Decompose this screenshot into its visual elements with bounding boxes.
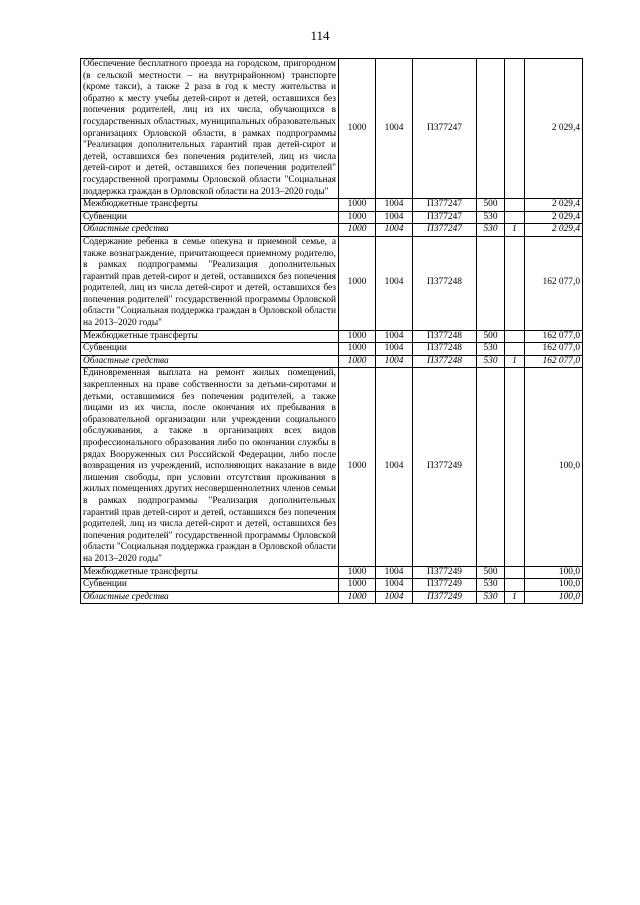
row-description: Единовременная выплата на ремонт жилых помещений, закрепленных на праве собственности за детьми-сиротами и детьми, оставшимися без попечения родителей, а также лицами из их числа, после окончания их пребывания в образовательной организации или учреждении социального обслуживания, а также в организациях всех видов профессионального образования либо по окончании службы в рядах Вооруженных сил Российской Федерации, либо после возвращения из учреждений, исполняющих наказание в виде лишения свободы, при условии отсутствия проживания в жилых помещениях других несовершеннолетних членов семьи в рамках подпрограммы "Реализация дополнительных гарантий прав детей-сирот и детей, оставшихся без попечения родителей, лиц из числа детей-сирот и детей, оставшихся без попечения родителей" государственной программы Орловской области "Социальная поддержка граждан в Орловской области на 2013–2020 годы"	[81, 368, 339, 566]
row-subsection: 1004	[376, 579, 413, 592]
row-description: Содержание ребенка в семье опекуна и приемной семье, а также вознаграждение, причитающееся приемному родителю, в рамках подпрограммы "Реализация дополнительных гарантий прав детей-сирот и детей, оставшихся без попечения родителей, лиц из числа детей-сирот и детей, оставшихся без попечения родителей" государственной программы Орловской области "Социальная поддержка граждан в Орловской области на 2013–2020 годы"	[81, 236, 339, 330]
table-row	[81, 59, 583, 199]
row-expense-type: 500	[477, 199, 505, 212]
table-row	[81, 566, 583, 579]
row-subsection: 1004	[376, 224, 413, 237]
row-amount: 100,0	[525, 368, 583, 566]
row-section: 1000	[339, 211, 376, 224]
row-description: Субвенции	[81, 579, 339, 592]
row-expense-type: 530	[477, 224, 505, 237]
row-description: Межбюджетные трансферты	[81, 199, 339, 212]
row-target: П377249	[413, 566, 477, 579]
row-subsection: 1004	[376, 211, 413, 224]
table-row	[81, 355, 583, 368]
row-section: 1000	[339, 330, 376, 343]
row-description: Межбюджетные трансферты	[81, 330, 339, 343]
row-description: Субвенции	[81, 343, 339, 356]
row-amount: 162 077,0	[525, 355, 583, 368]
row-amount: 2 029,4	[525, 211, 583, 224]
row-subsection: 1004	[376, 368, 413, 566]
row-target: П377248	[413, 343, 477, 356]
row-amount: 2 029,4	[525, 59, 583, 199]
row-kosgu: 1	[505, 224, 525, 237]
row-target: П377248	[413, 236, 477, 330]
row-section: 1000	[339, 236, 376, 330]
row-expense-type: 530	[477, 343, 505, 356]
row-section: 1000	[339, 579, 376, 592]
row-target: П377247	[413, 224, 477, 237]
row-expense-type: 530	[477, 355, 505, 368]
row-expense-type	[477, 59, 505, 199]
row-description: Областные средства	[81, 355, 339, 368]
row-target: П377249	[413, 579, 477, 592]
row-expense-type: 530	[477, 211, 505, 224]
row-amount: 162 077,0	[525, 236, 583, 330]
row-subsection: 1004	[376, 343, 413, 356]
row-target: П377247	[413, 211, 477, 224]
row-kosgu	[505, 368, 525, 566]
row-target: П377247	[413, 59, 477, 199]
row-amount: 100,0	[525, 579, 583, 592]
row-subsection: 1004	[376, 566, 413, 579]
row-kosgu	[505, 330, 525, 343]
row-subsection: 1004	[376, 591, 413, 604]
table-row	[81, 591, 583, 604]
row-section: 1000	[339, 343, 376, 356]
row-subsection: 1004	[376, 330, 413, 343]
table-row	[81, 343, 583, 356]
row-section: 1000	[339, 368, 376, 566]
row-expense-type	[477, 236, 505, 330]
table-row	[81, 368, 583, 566]
row-section: 1000	[339, 566, 376, 579]
row-kosgu	[505, 211, 525, 224]
table-row	[81, 579, 583, 592]
row-expense-type: 500	[477, 330, 505, 343]
row-subsection: 1004	[376, 199, 413, 212]
row-expense-type: 530	[477, 579, 505, 592]
budget-table	[80, 58, 583, 604]
row-section: 1000	[339, 224, 376, 237]
row-description: Областные средства	[81, 224, 339, 237]
row-expense-type	[477, 368, 505, 566]
row-subsection: 1004	[376, 355, 413, 368]
row-description: Межбюджетные трансферты	[81, 566, 339, 579]
row-amount: 2 029,4	[525, 199, 583, 212]
row-kosgu	[505, 59, 525, 199]
row-kosgu	[505, 343, 525, 356]
row-section: 1000	[339, 355, 376, 368]
row-target: П377247	[413, 199, 477, 212]
row-description: Обеспечение бесплатного проезда на городском, пригородном (в сельской местности – на внутрирайонном) транспорте (кроме такси), а также 2 раза в год к месту жительства и обратно к месту учебы детей-сирот и детей, оставшихся без попечения родителей, лиц из их числа, обучающихся в государственных областных, муниципальных образовательных организациях Орловской области, в рамках подпрограммы "Реализация дополнительных гарантий прав детей-сирот и детей, оставшихся без попечения родителей, лиц из числа детей-сирот и детей, оставшихся без попечения родителей" государственной программы Орловской области "Социальная поддержка граждан в Орловской области на 2013–2020 годы"	[81, 59, 339, 199]
row-target: П377248	[413, 330, 477, 343]
row-target: П377248	[413, 355, 477, 368]
row-expense-type: 530	[477, 591, 505, 604]
row-subsection: 1004	[376, 59, 413, 199]
row-kosgu: 1	[505, 591, 525, 604]
row-subsection: 1004	[376, 236, 413, 330]
row-kosgu	[505, 566, 525, 579]
row-description: Областные средства	[81, 591, 339, 604]
row-section: 1000	[339, 591, 376, 604]
table-row	[81, 236, 583, 330]
row-kosgu	[505, 236, 525, 330]
row-amount: 100,0	[525, 591, 583, 604]
row-description: Субвенции	[81, 211, 339, 224]
row-expense-type: 500	[477, 566, 505, 579]
row-target: П377249	[413, 591, 477, 604]
row-kosgu	[505, 199, 525, 212]
row-amount: 162 077,0	[525, 330, 583, 343]
row-amount: 162 077,0	[525, 343, 583, 356]
row-target: П377249	[413, 368, 477, 566]
row-amount: 2 029,4	[525, 224, 583, 237]
row-kosgu	[505, 579, 525, 592]
table-row	[81, 211, 583, 224]
table-row	[81, 199, 583, 212]
row-section: 1000	[339, 199, 376, 212]
row-section: 1000	[339, 59, 376, 199]
page-number: 114	[310, 28, 330, 43]
row-amount: 100,0	[525, 566, 583, 579]
table-row	[81, 330, 583, 343]
table-row	[81, 224, 583, 237]
row-kosgu: 1	[505, 355, 525, 368]
